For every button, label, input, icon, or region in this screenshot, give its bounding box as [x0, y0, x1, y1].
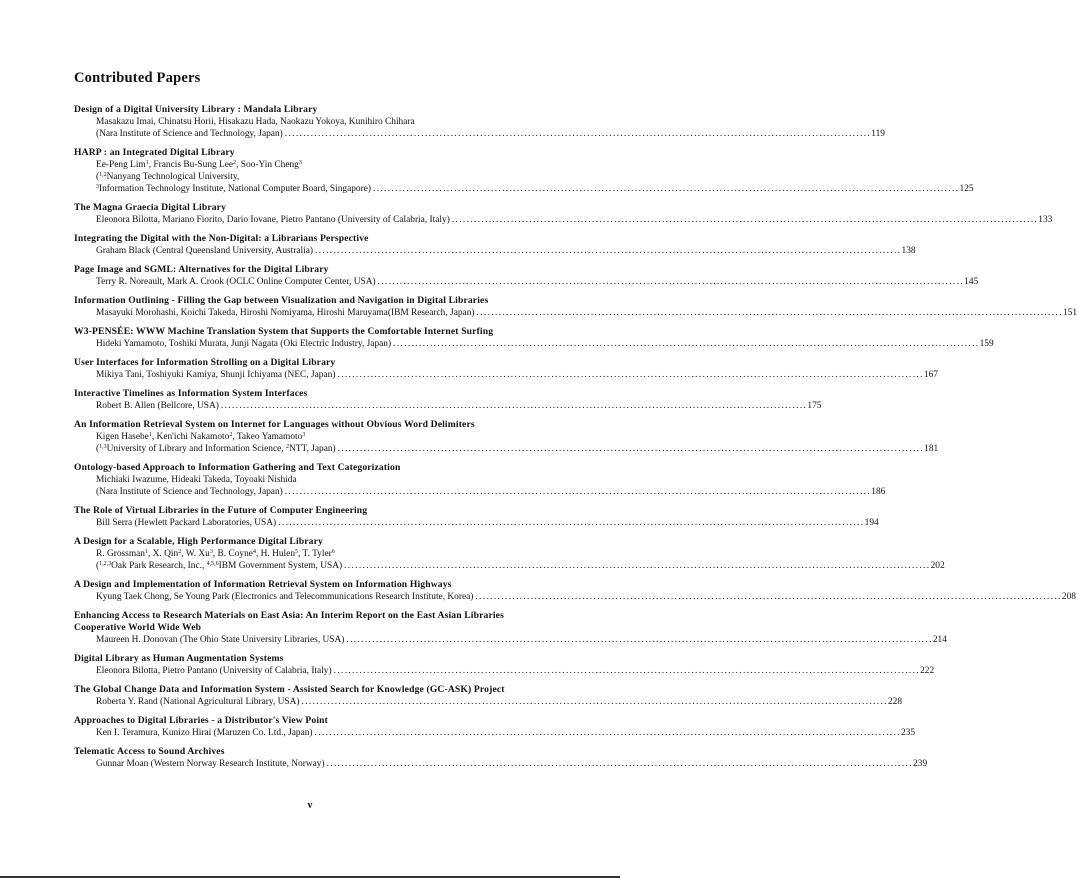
entry-affiliation: Masayuki Morohashi, Koichi Takeda, Hiroshi Nomiyama, Hiroshi Maruyama(IBM Research, Japan) [96, 308, 475, 318]
dot-leader [346, 634, 930, 646]
entry-affiliation: ($^{1,2,3}$Oak Park Research, Inc., $^{4,5,6}$IBM Government System, USA) [96, 561, 343, 571]
toc-entry [74, 715, 916, 739]
entry-title: User Interfaces for Information Strolling on a Digital Library [74, 357, 336, 368]
entry-leader-line [74, 443, 939, 455]
entry-leader-line [74, 245, 916, 257]
entry-title: W3-PENSÉE: WWW Machine Translation System that Supports the Comfortable Internet Surfing [74, 326, 494, 337]
entry-title: Digital Library as Human Augmentation Systems [74, 653, 284, 664]
entry-title: HARP : an Integrated Digital Library [74, 147, 235, 158]
page-number: 208 [1061, 592, 1076, 602]
entry-leader-line [74, 128, 885, 140]
page-number: 239 [913, 759, 928, 769]
entry-affiliation: Kyung Taek Chong, Se Young Park (Electronics and Telecommunications Research Institute, Korea) [96, 592, 474, 602]
entry-title: A Design for a Scalable, High Performance Digital Library [74, 536, 323, 547]
page-number: 181 [924, 444, 939, 454]
dot-leader [315, 245, 899, 257]
entry-authors: Masakazu Imai, Chinatsu Horii, Hisakazu Hada, Naokazu Yokoya, Kunihiro Chihara [96, 117, 415, 127]
page-number: 167 [923, 370, 938, 380]
page-number: 235 [901, 728, 916, 738]
entry-affiliation: ($^{1,3}$University of Library and Information Science, $^2$NTT, Japan) [96, 444, 336, 454]
dot-leader [378, 276, 962, 288]
entry-affiliation: Ken I. Teramura, Kunizo Hirai (Maruzen Co. Ltd., Japan) [96, 728, 313, 738]
entry-leader-line [74, 727, 916, 739]
entry-leader-line [74, 696, 903, 708]
entry-affiliation: $^3$Information Technology Institute, National Computer Board, Singapore) [96, 184, 372, 194]
dot-leader [338, 443, 922, 455]
toc-entry [74, 610, 947, 646]
entry-authors: Michiaki Iwazume, Hideaki Takeda, Toyoaki Nishida [96, 475, 297, 485]
entry-leader-line [74, 400, 822, 412]
entry-leader-line [74, 665, 935, 677]
dot-leader [344, 560, 928, 572]
page-number: 228 [887, 697, 903, 707]
entry-leader-line [74, 307, 1077, 319]
toc-entry [74, 264, 979, 288]
toc-entry [74, 746, 928, 770]
page-number: 202 [930, 561, 945, 571]
section-heading: Contributed Papers [74, 70, 201, 86]
page-number: 214 [932, 635, 947, 645]
entry-title: Enhancing Access to Research Materials on East Asia: An Interim Report on the East Asian Libraries Cooperative World Wide Web [74, 610, 504, 633]
entry-affiliation: Mikiya Tani, Toshiyuki Kamiya, Shunji Ichiyama (NEC, Japan) [96, 370, 336, 380]
entry-leader-line [74, 183, 974, 195]
page-number: 125 [959, 184, 974, 194]
toc-entry [74, 147, 974, 195]
dot-leader [285, 486, 869, 498]
dot-leader [278, 517, 862, 529]
toc-entry [74, 295, 1077, 319]
entry-affiliation: Gunnar Moan (Western Norway Research Institute, Norway) [96, 759, 325, 769]
dot-leader [221, 400, 805, 412]
entry-affiliation: (Nara Institute of Science and Technology, Japan) [96, 487, 283, 497]
toc-entry [74, 202, 1053, 226]
toc-entry [74, 536, 945, 572]
toc-entry [74, 326, 994, 350]
dot-leader [334, 665, 918, 677]
toc-entry [74, 684, 903, 708]
dot-leader [393, 338, 977, 350]
entry-affiliation: Bill Serra (Hewlett Packard Laboratories, USA) [96, 518, 277, 528]
page-number: 222 [920, 666, 935, 676]
dot-leader [475, 591, 1059, 603]
dot-leader [315, 727, 899, 739]
entry-title: Interactive Timelines as Information System Interfaces [74, 388, 308, 399]
page-number: 119 [871, 129, 885, 139]
toc-entry [74, 104, 885, 140]
entry-affiliation: Graham Black (Central Queensland University, Australia) [96, 246, 314, 256]
page-number: 145 [964, 277, 979, 287]
dot-leader [477, 307, 1061, 319]
entry-leader-line [74, 591, 1076, 603]
entry-leader-line [74, 276, 979, 288]
toc-entry [74, 653, 935, 677]
entry-title: The Global Change Data and Information System - Assisted Search for Knowledge (GC-ASK) Project [74, 684, 505, 695]
entry-affiliation: (Nara Institute of Science and Technology, Japan) [96, 129, 283, 139]
entry-affiliation: Maureen H. Donovan (The Ohio State University Libraries, USA) [96, 635, 345, 645]
entry-affiliation: Hideki Yamamoto, Toshiki Murata, Junji Nagata (Oki Electric Industry, Japan) [96, 339, 392, 349]
toc-entry [74, 505, 879, 529]
entry-leader-line [74, 560, 945, 572]
entry-affiliation: Terry R. Noreault, Mark A. Crook (OCLC Online Computer Center, USA) [96, 277, 376, 287]
dot-leader [285, 128, 869, 140]
toc-entry [74, 419, 939, 455]
entry-title: An Information Retrieval System on Internet for Languages without Obvious Word Delimiters [74, 419, 475, 430]
toc-entry [74, 357, 938, 381]
page-number: 138 [901, 246, 916, 256]
dot-leader [452, 214, 1036, 226]
entry-leader-line [74, 634, 947, 646]
toc-entry [74, 233, 916, 257]
entry-leader-line [74, 338, 994, 350]
dot-leader [327, 758, 911, 770]
entry-leader-line [74, 369, 938, 381]
page-number: 133 [1038, 215, 1053, 225]
dot-leader [302, 696, 886, 708]
entry-authors: Kigen Hasebe$^1$, Ken'ichi Nakamoto$^2$, Takeo Yamamoto$^3$ [96, 432, 306, 442]
entry-authors: R. Grossman$^1$, X. Qin$^2$, W. Xu$^3$, B. Coyne$^4$, H. Hulen$^5$, T. Tyler$^6$ [96, 549, 335, 559]
toc-entry [74, 579, 1076, 603]
entry-title: Telematic Access to Sound Archives [74, 746, 225, 757]
entry-title: The Role of Virtual Libraries in the Future of Computer Engineering [74, 505, 368, 516]
page-number: 175 [807, 401, 822, 411]
entry-title: The Magna Graecia Digital Library [74, 202, 227, 213]
entry-affiliation: Eleonora Bilotta, Pietro Pantano (University of Calabria, Italy) [96, 666, 332, 676]
dot-leader [373, 183, 957, 195]
entry-title: A Design and Implementation of Information Retrieval System on Information Highways [74, 579, 452, 590]
entry-affiliation: Robert B. Allen (Bellcore, USA) [96, 401, 219, 411]
entry-title: Approaches to Digital Libraries - a Distributor's View Point [74, 715, 328, 726]
entry-leader-line [74, 517, 879, 529]
entry-title: Ontology-based Approach to Information Gathering and Text Categorization [74, 462, 401, 473]
entry-leader-line [74, 758, 928, 770]
entry-title: Page Image and SGML: Alternatives for the Digital Library [74, 264, 329, 275]
entry-title: Design of a Digital University Library : Mandala Library [74, 104, 318, 115]
page-number: 159 [979, 339, 994, 349]
entry-authors: Ee-Peng Lim$^1$, Francis Bu-Sung Lee$^2$, Soo-Yin Cheng$^3$ [96, 160, 302, 170]
page-number: 151 [1062, 308, 1077, 318]
page-number: 194 [864, 518, 879, 528]
entry-affiliation: Roberta Y. Rand (National Agricultural Library, USA) [96, 697, 300, 707]
entry-affiliation: Eleonora Bilotta, Mariano Fiorito, Dario Iovane, Pietro Pantano (University of Calabria, Italy) [96, 215, 450, 225]
page-number: 186 [871, 487, 886, 497]
entry-title: Information Outlining - Filling the Gap between Visualization and Navigation in Digital Libraries [74, 295, 489, 306]
entry-leader-line [74, 486, 886, 498]
entry-authors: ($^{1,2}$Nanyang Technological University, [96, 172, 240, 182]
toc-page [74, 70, 1077, 777]
toc-entry [74, 462, 886, 498]
toc-entry [74, 388, 822, 412]
dot-leader [337, 369, 921, 381]
entry-leader-line [74, 214, 1053, 226]
toc-list [74, 104, 1077, 770]
entry-title: Integrating the Digital with the Non-Digital: a Librarians Perspective [74, 233, 369, 244]
page-folio: v [307, 800, 313, 811]
